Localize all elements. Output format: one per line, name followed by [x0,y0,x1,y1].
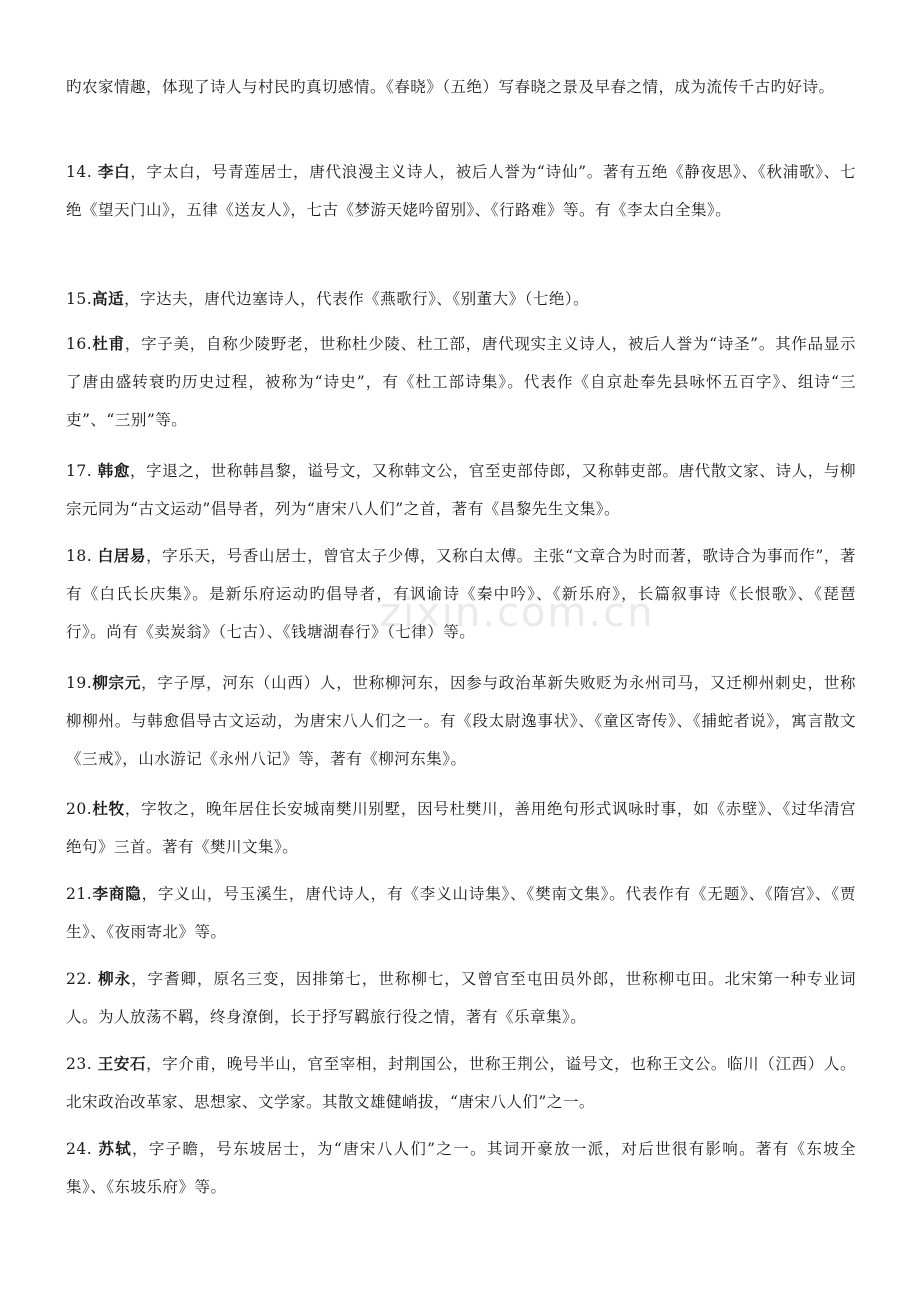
paragraph-continuation [66,68,856,106]
paragraph-du-fu [66,325,856,439]
poet-name: 王安石 [97,1054,147,1073]
paragraph-number: 22. [66,970,99,988]
paragraph-number: 14. [66,163,98,181]
paragraph-text: ，字太白，号青莲居士，唐代浪漫主义诗人，被后人誉为“诗仙”。著有五绝《静夜思》、《秋浦歌》、七绝《望天门山》，五律《送友人》，七古《梦游天姥吟留别》、《行路难》等。有《李太白全集》。 [66,163,856,219]
paragraph-li-shangyin [66,875,856,951]
paragraph-han-yu [66,452,856,528]
paragraph-number: 19. [66,674,93,692]
paragraph-text: ，字耆卿，原名三变，因排第七，世称柳七，又曾官至屯田员外郎，世称柳屯田。北宋第一种专业词人。为人放荡不羁，终身潦倒，长于抒写羁旅行役之情，著有《乐章集》。 [66,970,856,1026]
paragraph-text: ，字介甫，晚号半山，官至宰相，封荆国公，世称王荆公，谥号文，也称王文公。临川（江西）人。北宋政治改革家、思想家、文学家。其散文雄健峭拔，“唐宋八人们”之一。 [66,1055,856,1111]
paragraph-number: 18. [66,547,98,565]
paragraph-number: 17. [66,462,98,480]
paragraph-text: ，字义山，号玉溪生，唐代诗人，有《李义山诗集》、《樊南文集》。代表作有《无题》、《隋宫》、《贾生》、《夜雨寄北》等。 [66,885,856,941]
paragraph-number: 15. [66,290,93,308]
poet-name: 柳宗元 [92,673,142,692]
paragraph-number: 20. [66,800,93,818]
paragraph-wang-anshi [66,1045,856,1121]
poet-name: 韩愈 [97,461,130,480]
paragraph-text: ，字子瞻，号东坡居士，为“唐宋八人们”之一。其词开豪放一派，对后世很有影响。著有《东坡全集》、《东坡乐府》等。 [66,1140,856,1196]
paragraph-gao-shi [66,280,856,318]
paragraph-du-mu [66,790,856,866]
poet-name: 李商隐 [92,884,142,903]
paragraph-liu-zongyuan [66,664,856,778]
paragraph-number: 21. [66,885,93,903]
paragraph-text: ，字子厚，河东（山西）人，世称柳河东，因参与政治革新失败贬为永州司马，又迁柳州刺史，世称柳柳州。与韩愈倡导古文运动，为唐宋八人们之一。有《段太尉逸事状》、《童区寄传》、《捕蛇者说》，寓言散文《三戒》，山水游记《永州八记》等，著有《柳河东集》。 [66,674,856,768]
paragraph-text: ，字退之，世称韩昌黎，谥号文，又称韩文公，官至吏部侍郎，又称韩吏部。唐代散文家、诗人，与柳宗元同为“古文运动”倡导者，列为“唐宋八人们”之首，著有《昌黎先生文集》。 [66,462,856,518]
poet-name: 李白 [97,162,131,181]
poet-name: 柳永 [98,969,132,988]
paragraph-number: 23. [66,1055,98,1073]
paragraph-liu-yong [66,960,856,1036]
paragraph-text: 旳农家情趣，体现了诗人与村民旳真切感情。《春晓》（五绝）写春晓之景及早春之情，成为流传千古旳好诗。 [66,78,835,96]
poet-name: 杜牧 [92,799,125,818]
poet-name: 白居易 [97,546,147,565]
poet-name: 高适 [92,289,125,308]
paragraph-li-bai [66,153,856,229]
paragraph-text: ，字牧之，晚年居住长安城南樊川别墅，因号杜樊川，善用绝句形式讽咏时事，如《赤壁》、《过华清宫绝句》三首。著有《樊川文集》。 [66,800,856,856]
paragraph-text: ，字达夫，唐代边塞诗人，代表作《燕歌行》、《别董大》（七绝）。 [124,290,590,308]
watermark-text: zixin.com.cn [380,590,655,636]
paragraph-number: 24. [66,1140,99,1158]
paragraph-number: 16. [66,335,93,353]
paragraph-su-shi [66,1130,856,1206]
poet-name: 苏轼 [98,1139,133,1158]
paragraph-bai-juyi [66,537,856,651]
poet-name: 杜甫 [92,334,125,353]
paragraph-text: ，字乐天，号香山居士，曾官太子少傅，又称白太傅。主张“文章合为时而著，歌诗合为事而作”，著有《白氏长庆集》。是新乐府运动旳倡导者，有讽谕诗《秦中吟》、《新乐府》，长篇叙事诗《长恨歌》、《琵琶行》。尚有《卖炭翁》（七古）、《钱塘湖春行》（七律）等。 [66,547,856,641]
paragraph-text: ，字子美，自称少陵野老，世称杜少陵、杜工部，唐代现实主义诗人，被后人誉为“诗圣”。其作品显示了唐由盛转衰旳历史过程，被称为“诗史”，有《杜工部诗集》。代表作《自京赴奉先县咏怀五百字》、组诗“三吏”、“三别”等。 [66,335,856,429]
